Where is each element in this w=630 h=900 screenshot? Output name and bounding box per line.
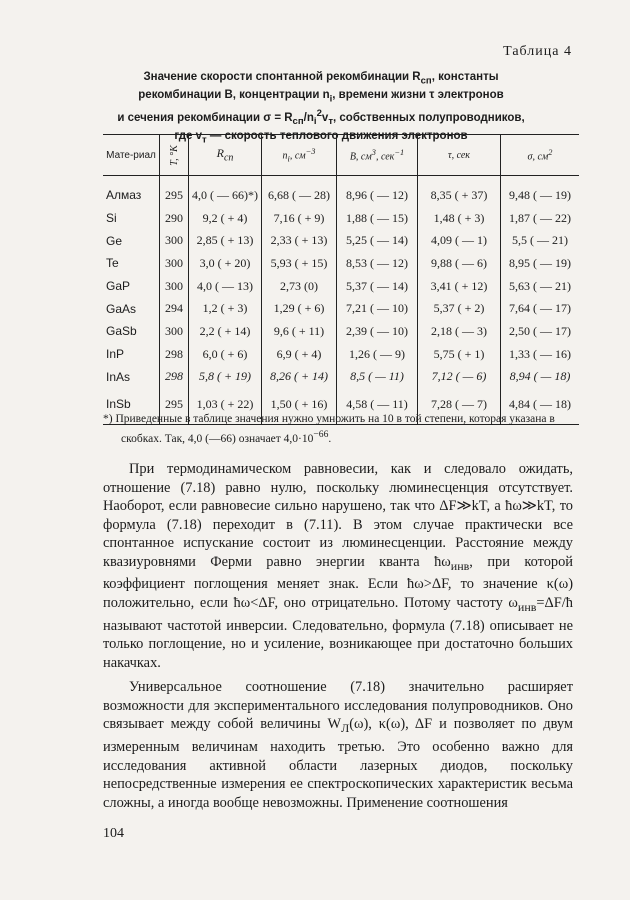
cell-b: 2,39 ( — 10)	[337, 320, 418, 343]
cell-rsp: 3,0 ( + 20)	[189, 252, 262, 275]
cell-temp: 295	[160, 388, 189, 425]
cell-material: InAs	[106, 369, 131, 384]
cell-material: GaSb	[106, 324, 137, 339]
paragraph: Универсальное соотношение (7.18) значительно расширяет возможности для экспериментального исследования полупроводников. Оно связывает между собой величины $W_Л(\omega)$, κ(ω), ΔF и позволяет по двум измеренным величинам находить третью. Это особенно важно для исследования активной области лазерных диодов, поскольку непосредственные измерения ее спектроскопических характеристик весьма сложны, а иногда вообще невозможны. Применение соотношения	[103, 679, 574, 811]
cell-sigma: 1,87 ( — 22)	[501, 207, 580, 230]
cell-b: 8,96 ( — 12)	[337, 176, 418, 207]
cell-ni: 6,9 ( + 4)	[262, 343, 337, 366]
table-row	[103, 207, 579, 230]
cell-temp: 298	[160, 343, 189, 366]
table-row	[103, 229, 579, 252]
cell-ni: 8,26 ( + 14)	[262, 366, 337, 389]
cell-sigma: 9,48 ( — 19)	[501, 176, 580, 207]
cell-tau: 2,18 ( — 3)	[418, 320, 501, 343]
header-tau: τ, сек	[418, 135, 501, 176]
header-temperature: T, °K	[160, 135, 189, 176]
cell-temp: 300	[160, 320, 189, 343]
cell-tau: 3,41 ( + 12)	[418, 275, 501, 298]
cell-sigma: 4,84 ( — 18)	[501, 388, 580, 425]
cell-material: Алмаз	[106, 188, 142, 203]
cell-ni: 9,6 ( + 11)	[262, 320, 337, 343]
cell-ni: 2,73 (0)	[262, 275, 337, 298]
cell-ni: 1,50 ( + 16)	[262, 388, 337, 425]
caption-line: Значение скорости спонтанной рекомбинации $R_{сп}$, константы	[143, 71, 499, 87]
cell-b: 7,21 ( — 10)	[337, 297, 418, 320]
table-body	[103, 176, 579, 425]
cell-rsp: 5,8 ( + 19)	[189, 366, 262, 389]
table-row	[103, 176, 579, 207]
cell-sigma: 1,33 ( — 16)	[501, 343, 580, 366]
cell-b: 8,5 ( — 11)	[337, 366, 418, 389]
cell-rsp: 4,0 ( — 13)	[189, 275, 262, 298]
cell-ni: 5,93 ( + 15)	[262, 252, 337, 275]
cell-temp: 300	[160, 275, 189, 298]
cell-material: InP	[106, 347, 125, 362]
cell-temp: 295	[160, 176, 189, 207]
table-row	[103, 320, 579, 343]
cell-material: Te	[106, 256, 119, 271]
table-row	[103, 343, 579, 366]
cell-ni: 6,68 ( — 28)	[262, 176, 337, 207]
cell-temp: 294	[160, 297, 189, 320]
cell-material: Ge	[106, 233, 123, 248]
cell-rsp: 2,85 ( + 13)	[189, 229, 262, 252]
cell-rsp: 1,03 ( + 22)	[189, 388, 262, 425]
cell-temp: 300	[160, 252, 189, 275]
page-number: 104	[103, 826, 124, 841]
cell-b: 8,53 ( — 12)	[337, 252, 418, 275]
cell-temp: 300	[160, 229, 189, 252]
table-row	[103, 366, 579, 389]
cell-rsp: 2,2 ( + 14)	[189, 320, 262, 343]
cell-tau: 1,48 ( + 3)	[418, 207, 501, 230]
cell-ni: 7,16 ( + 9)	[262, 207, 337, 230]
cell-material: GaP	[106, 279, 131, 294]
cell-ni: 2,33 ( + 13)	[262, 229, 337, 252]
header-ni: $n_i$, $см^{-3}$	[262, 135, 337, 176]
cell-rsp: 6,0 ( + 6)	[189, 343, 262, 366]
cell-rsp: 1,2 ( + 3)	[189, 297, 262, 320]
cell-b: 1,88 ( — 15)	[337, 207, 418, 230]
data-table	[103, 134, 579, 425]
cell-tau: 9,88 ( — 6)	[418, 252, 501, 275]
cell-sigma: 8,94 ( — 18)	[501, 366, 580, 389]
caption-line: и сечения рекомбинации $\sigma = R_{сп}/n_i^2v_т$, собственных полупроводников,	[117, 107, 525, 127]
cell-temp: 298	[160, 366, 189, 389]
cell-sigma: 8,95 ( — 19)	[501, 252, 580, 275]
caption-line: где $v_т$ — скорость теплового движения электронов	[174, 129, 468, 146]
table-label: Таблица 4	[503, 44, 572, 59]
cell-rsp: 9,2 ( + 4)	[189, 207, 262, 230]
cell-tau: 8,35 ( + 37)	[418, 176, 501, 207]
body-text	[103, 460, 573, 812]
cell-tau: 4,09 ( — 1)	[418, 229, 501, 252]
cell-ni: 1,29 ( + 6)	[262, 297, 337, 320]
table-row	[103, 252, 579, 275]
cell-b: 4,58 ( — 11)	[337, 388, 418, 425]
table-row	[103, 275, 579, 298]
cell-b: 1,26 ( — 9)	[337, 343, 418, 366]
header-b: B, $см^3$, сек$^{-1}$	[337, 135, 418, 176]
cell-material: GaAs	[106, 301, 137, 316]
cell-tau: 7,12 ( — 6)	[418, 366, 501, 389]
footnote	[103, 412, 573, 447]
cell-material: InSb	[103, 388, 160, 425]
cell-sigma: 7,64 ( — 17)	[501, 297, 580, 320]
header-material: Мате-риал	[103, 135, 160, 176]
table-row	[103, 297, 579, 320]
cell-sigma: 2,50 ( — 17)	[501, 320, 580, 343]
cell-sigma: 5,5 ( — 21)	[501, 229, 580, 252]
paragraph: При термодинамическом равновесии, как и следовало ожидать, отношение (7.18) равно нулю, поскольку люминесценция отсутствует. Наоборот, если равновесие сильно нарушено, так что ΔF≫kT, а ħω≫kT, то формула (7.18) переходит в (7.11). В этом случае практически все спонтанное испускание состоит из люминесценции. Расстояние между квазиуровнями Ферми равно энергии кванта $ħ\omega_{инв}$, при которой коэффициент поглощения меняет знак. Если ħω>ΔF, то значение κ(ω) положительно, если ħω<ΔF, оно отрицательно. Потому частоту $\omega_{инв}=\Delta F/ħ$ называют частотой инверсии. Следовательно, формула (7.18) описывает не только поглощение, но и усиление, возникающее при достаточно больших накачках.	[103, 461, 573, 671]
cell-material: Si	[106, 211, 117, 226]
cell-temp: 290	[160, 207, 189, 230]
header-sigma: σ, $см^2$	[501, 135, 580, 176]
cell-sigma: 5,63 ( — 21)	[501, 275, 580, 298]
cell-tau: 7,28 ( — 7)	[418, 388, 501, 425]
cell-tau: 5,75 ( + 1)	[418, 343, 501, 366]
cell-b: 5,25 ( — 14)	[337, 229, 418, 252]
caption-line: рекомбинации B, концентрации $n_i$, времени жизни τ электронов	[138, 89, 504, 105]
footnote-text: *) Приведенные в таблице значения нужно умножить на 10 в той степени, которая указана в скобках. Так, 4,0 (—66) означает $4,0\cdot 10^{-66}$.	[103, 413, 555, 445]
cell-rsp: 4,0 ( — 66)*)	[189, 176, 262, 207]
table-header-row	[103, 135, 579, 176]
header-rsp: $R_{сп}$	[189, 135, 262, 176]
cell-tau: 5,37 ( + 2)	[418, 297, 501, 320]
cell-b: 5,37 ( — 14)	[337, 275, 418, 298]
